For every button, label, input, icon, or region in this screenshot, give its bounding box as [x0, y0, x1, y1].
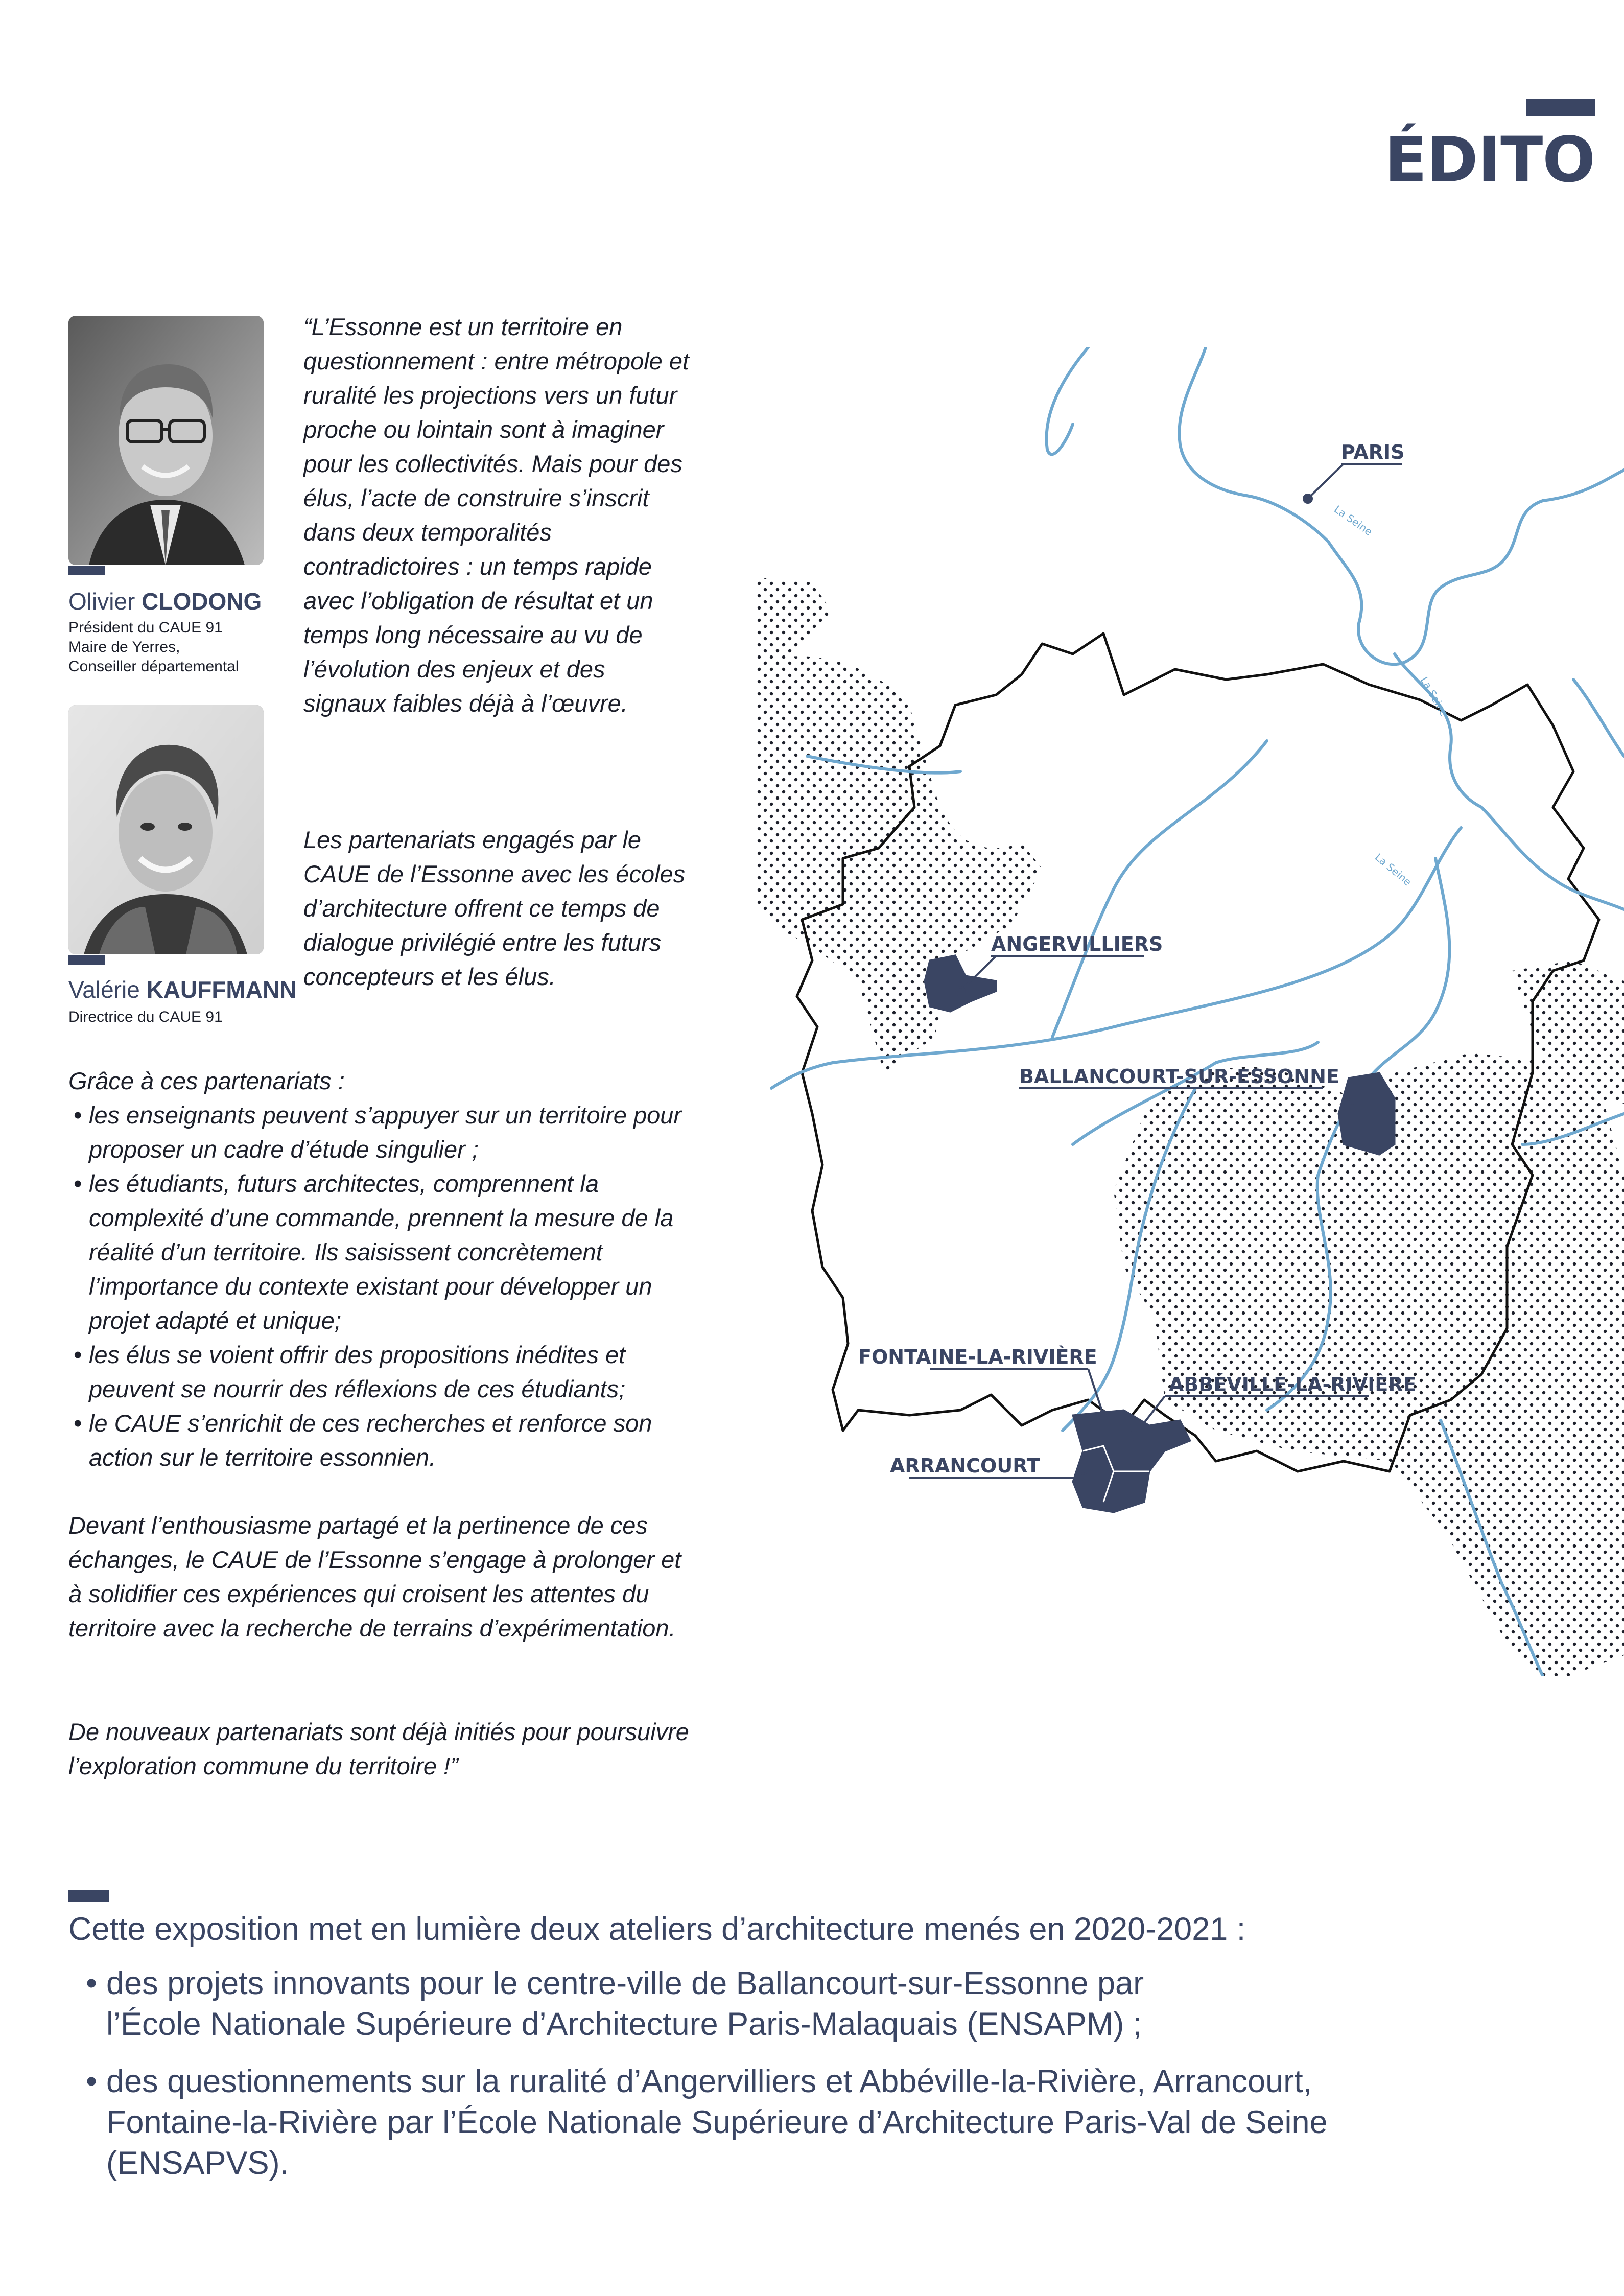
map-label-arrancourt: ARRANCOURT: [890, 1455, 1040, 1477]
quote-paragraph: Devant l’enthousiasme partagé et la pertinence de ces échanges, le CAUE de l’Essonne s’engage à prolonger et à solidifier ces expériences qui croisent les attentes du territoire avec la recherche de terrains d’expérimentation.: [68, 1512, 681, 1642]
quote-paragraph: De nouveaux partenariats sont déjà initiés pour poursuivre l’exploration commune du territoire !”: [68, 1718, 689, 1779]
benefits-list: [68, 1098, 692, 1474]
exhibition-list: [86, 1963, 1144, 2045]
benefits-block: [68, 1064, 692, 1474]
map-label-angervilliers: ANGERVILLIERS: [991, 933, 1163, 955]
dotted-zones: [756, 577, 1624, 1676]
river-label: La Seine: [1332, 503, 1375, 538]
list-item: • des projets innovants pour le centre-ville de Ballancourt-sur-Essonne par l’École Nationale Supérieure d’Architecture Paris-Malaquais (ENSAPM) ;: [86, 1963, 1144, 2045]
commune-angervilliers: [925, 955, 996, 1012]
list-item: • les élus se voient offrir des propositions inédites et peuvent se nourrir des réflexions de ces étudiants;: [68, 1338, 692, 1406]
map-label-paris: PARIS: [1341, 441, 1405, 463]
portrait-photo-valerie-kauffmann: [68, 705, 264, 954]
person-role: Président du CAUE 91: [68, 619, 223, 636]
river-label: La Seine: [1418, 674, 1451, 719]
person-name-olivier-clodong: Olivier CLODONG: [68, 588, 262, 615]
list-item: • des questionnements sur la ruralité d’Angervilliers et Abbéville-la-Rivière, Arrancourt, Fontaine-la-Rivière par l’École Nationale Supérieure d’Architecture Paris-Val de Seine (ENSAPVS).: [86, 2061, 1328, 2184]
map-label-fontaine-la-riviere: FONTAINE-LA-RIVIÈRE: [858, 1346, 1097, 1368]
commune-fontaine-arrancourt-abbeville: [1073, 1410, 1190, 1512]
person-role: Maire de Yerres,: [68, 639, 180, 655]
name-accent-bar: [68, 955, 105, 965]
river-label: La Seine: [1372, 851, 1414, 888]
title-accent-bar: [1526, 99, 1595, 116]
quote-paragraph: Les partenariats engagés par le CAUE de l’Essonne avec les écoles d’architecture offrent ce temps de dialogue privilégié entre les futurs concepteurs et les élus.: [303, 826, 686, 990]
name-accent-bar: [68, 566, 105, 575]
person-role: Conseiller départemental: [68, 658, 239, 675]
commune-ballancourt: [1338, 1073, 1395, 1155]
benefits-intro: Grâce à ces partenariats :: [68, 1067, 345, 1094]
footer-accent-bar: [68, 1890, 109, 1902]
page-title: ÉDITO: [1384, 124, 1595, 196]
person-name-valerie-kauffmann: Valérie KAUFFMANN: [68, 976, 297, 1003]
portrait-photo-olivier-clodong: [68, 316, 264, 565]
list-item: • les étudiants, futurs architectes, comprennent la complexité d’une commande, prennent la mesure de la réalité d’un territoire. Ils saisissent concrètement l’importance du contexte existant pour développer un projet adapté et unique;: [68, 1166, 692, 1338]
person-role: Directrice du CAUE 91: [68, 1009, 223, 1025]
list-item: • les enseignants peuvent s’appuyer sur un territoire pour proposer un cadre d’étude singulier ;: [68, 1098, 692, 1166]
essonne-map: [756, 347, 1624, 1676]
map-label-abbeville-la-riviere: ABBÉVILLE-LA-RIVIÈRE: [1169, 1373, 1417, 1396]
quote-paragraph: “L’Essonne est un territoire en questionnement : entre métropole et ruralité les projections vers un futur proche ou lointain sont à imaginer pour les collectivités. Mais pour des élus, l’acte de construire s’inscrit dans deux temporalités contradictoires : un temps rapide avec l’obligation de résultat et un temps long nécessaire au vu de l’évolution des enjeux et des signaux faibles déjà à l’œuvre.: [303, 313, 690, 717]
map-label-ballancourt: BALLANCOURT-SUR-ESSONNE: [1019, 1065, 1339, 1088]
exhibition-intro: Cette exposition met en lumière deux ateliers d’architecture menés en 2020-2021 :: [68, 1911, 1246, 1947]
exhibition-list: [86, 2061, 1328, 2184]
list-item: • le CAUE s’enrichit de ces recherches et renforce son action sur le territoire essonnien.: [68, 1406, 692, 1474]
